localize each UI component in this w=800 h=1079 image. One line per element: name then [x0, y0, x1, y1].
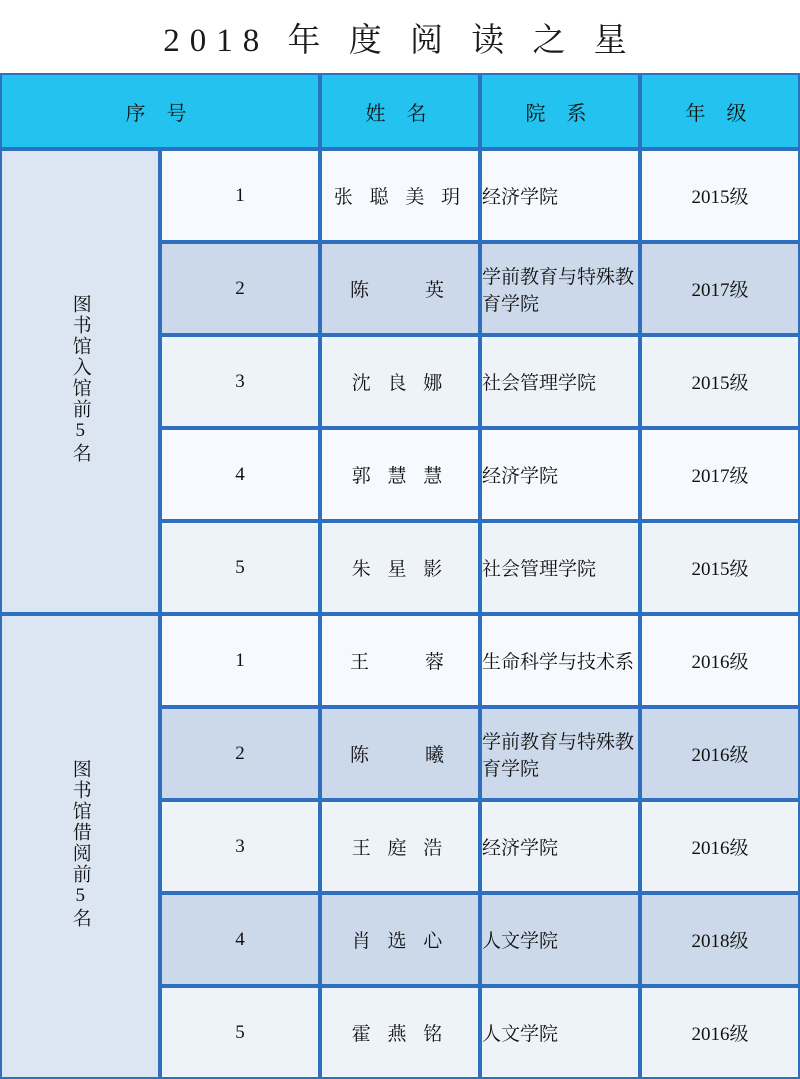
cell-index: 3 — [160, 800, 320, 893]
cell-name: 张 聪 美 玥 — [320, 149, 480, 242]
cell-grade: 2018级 — [640, 893, 800, 986]
cell-index: 1 — [160, 149, 320, 242]
column-header-grade: 年 级 — [640, 73, 800, 149]
cell-grade: 2016级 — [640, 986, 800, 1079]
cell-grade: 2015级 — [640, 521, 800, 614]
page-title: 2018 年 度 阅 读 之 星 — [163, 23, 637, 59]
table-header-row — [0, 73, 800, 149]
reading-star-table — [0, 73, 800, 1079]
column-header-department: 院 系 — [480, 73, 640, 149]
cell-department: 学前教育与特殊教育学院 — [480, 707, 640, 800]
table-row — [0, 614, 800, 707]
group-label-text: 图书馆借阅前5名 — [69, 759, 91, 929]
cell-grade: 2017级 — [640, 428, 800, 521]
cell-department: 经济学院 — [480, 428, 640, 521]
cell-grade: 2017级 — [640, 242, 800, 335]
group-label-borrowing — [0, 614, 160, 1079]
cell-index: 5 — [160, 521, 320, 614]
cell-department: 人文学院 — [480, 893, 640, 986]
cell-name: 朱 星 影 — [320, 521, 480, 614]
cell-name: 王 蓉 — [320, 614, 480, 707]
cell-name: 陈 曦 — [320, 707, 480, 800]
group-label-entries — [0, 149, 160, 614]
table-body — [0, 149, 800, 1079]
cell-name: 肖 选 心 — [320, 893, 480, 986]
cell-grade: 2016级 — [640, 614, 800, 707]
table-header — [0, 73, 800, 149]
cell-name: 王 庭 浩 — [320, 800, 480, 893]
cell-index: 5 — [160, 986, 320, 1079]
column-header-index: 序 号 — [0, 73, 320, 149]
cell-department: 社会管理学院 — [480, 521, 640, 614]
cell-department: 人文学院 — [480, 986, 640, 1079]
cell-department: 经济学院 — [480, 800, 640, 893]
cell-index: 3 — [160, 335, 320, 428]
cell-index: 4 — [160, 893, 320, 986]
group-label-text: 图书馆入馆前5名 — [69, 294, 91, 464]
cell-department: 社会管理学院 — [480, 335, 640, 428]
cell-index: 1 — [160, 614, 320, 707]
cell-grade: 2016级 — [640, 707, 800, 800]
cell-department: 经济学院 — [480, 149, 640, 242]
cell-name: 霍 燕 铭 — [320, 986, 480, 1079]
cell-grade: 2015级 — [640, 149, 800, 242]
cell-grade: 2016级 — [640, 800, 800, 893]
cell-grade: 2015级 — [640, 335, 800, 428]
cell-index: 2 — [160, 707, 320, 800]
column-header-name: 姓 名 — [320, 73, 480, 149]
cell-index: 4 — [160, 428, 320, 521]
table-row — [0, 149, 800, 242]
cell-department: 学前教育与特殊教育学院 — [480, 242, 640, 335]
cell-name: 陈 英 — [320, 242, 480, 335]
cell-department: 生命科学与技术系 — [480, 614, 640, 707]
cell-name: 郭 慧 慧 — [320, 428, 480, 521]
cell-index: 2 — [160, 242, 320, 335]
cell-name: 沈 良 娜 — [320, 335, 480, 428]
